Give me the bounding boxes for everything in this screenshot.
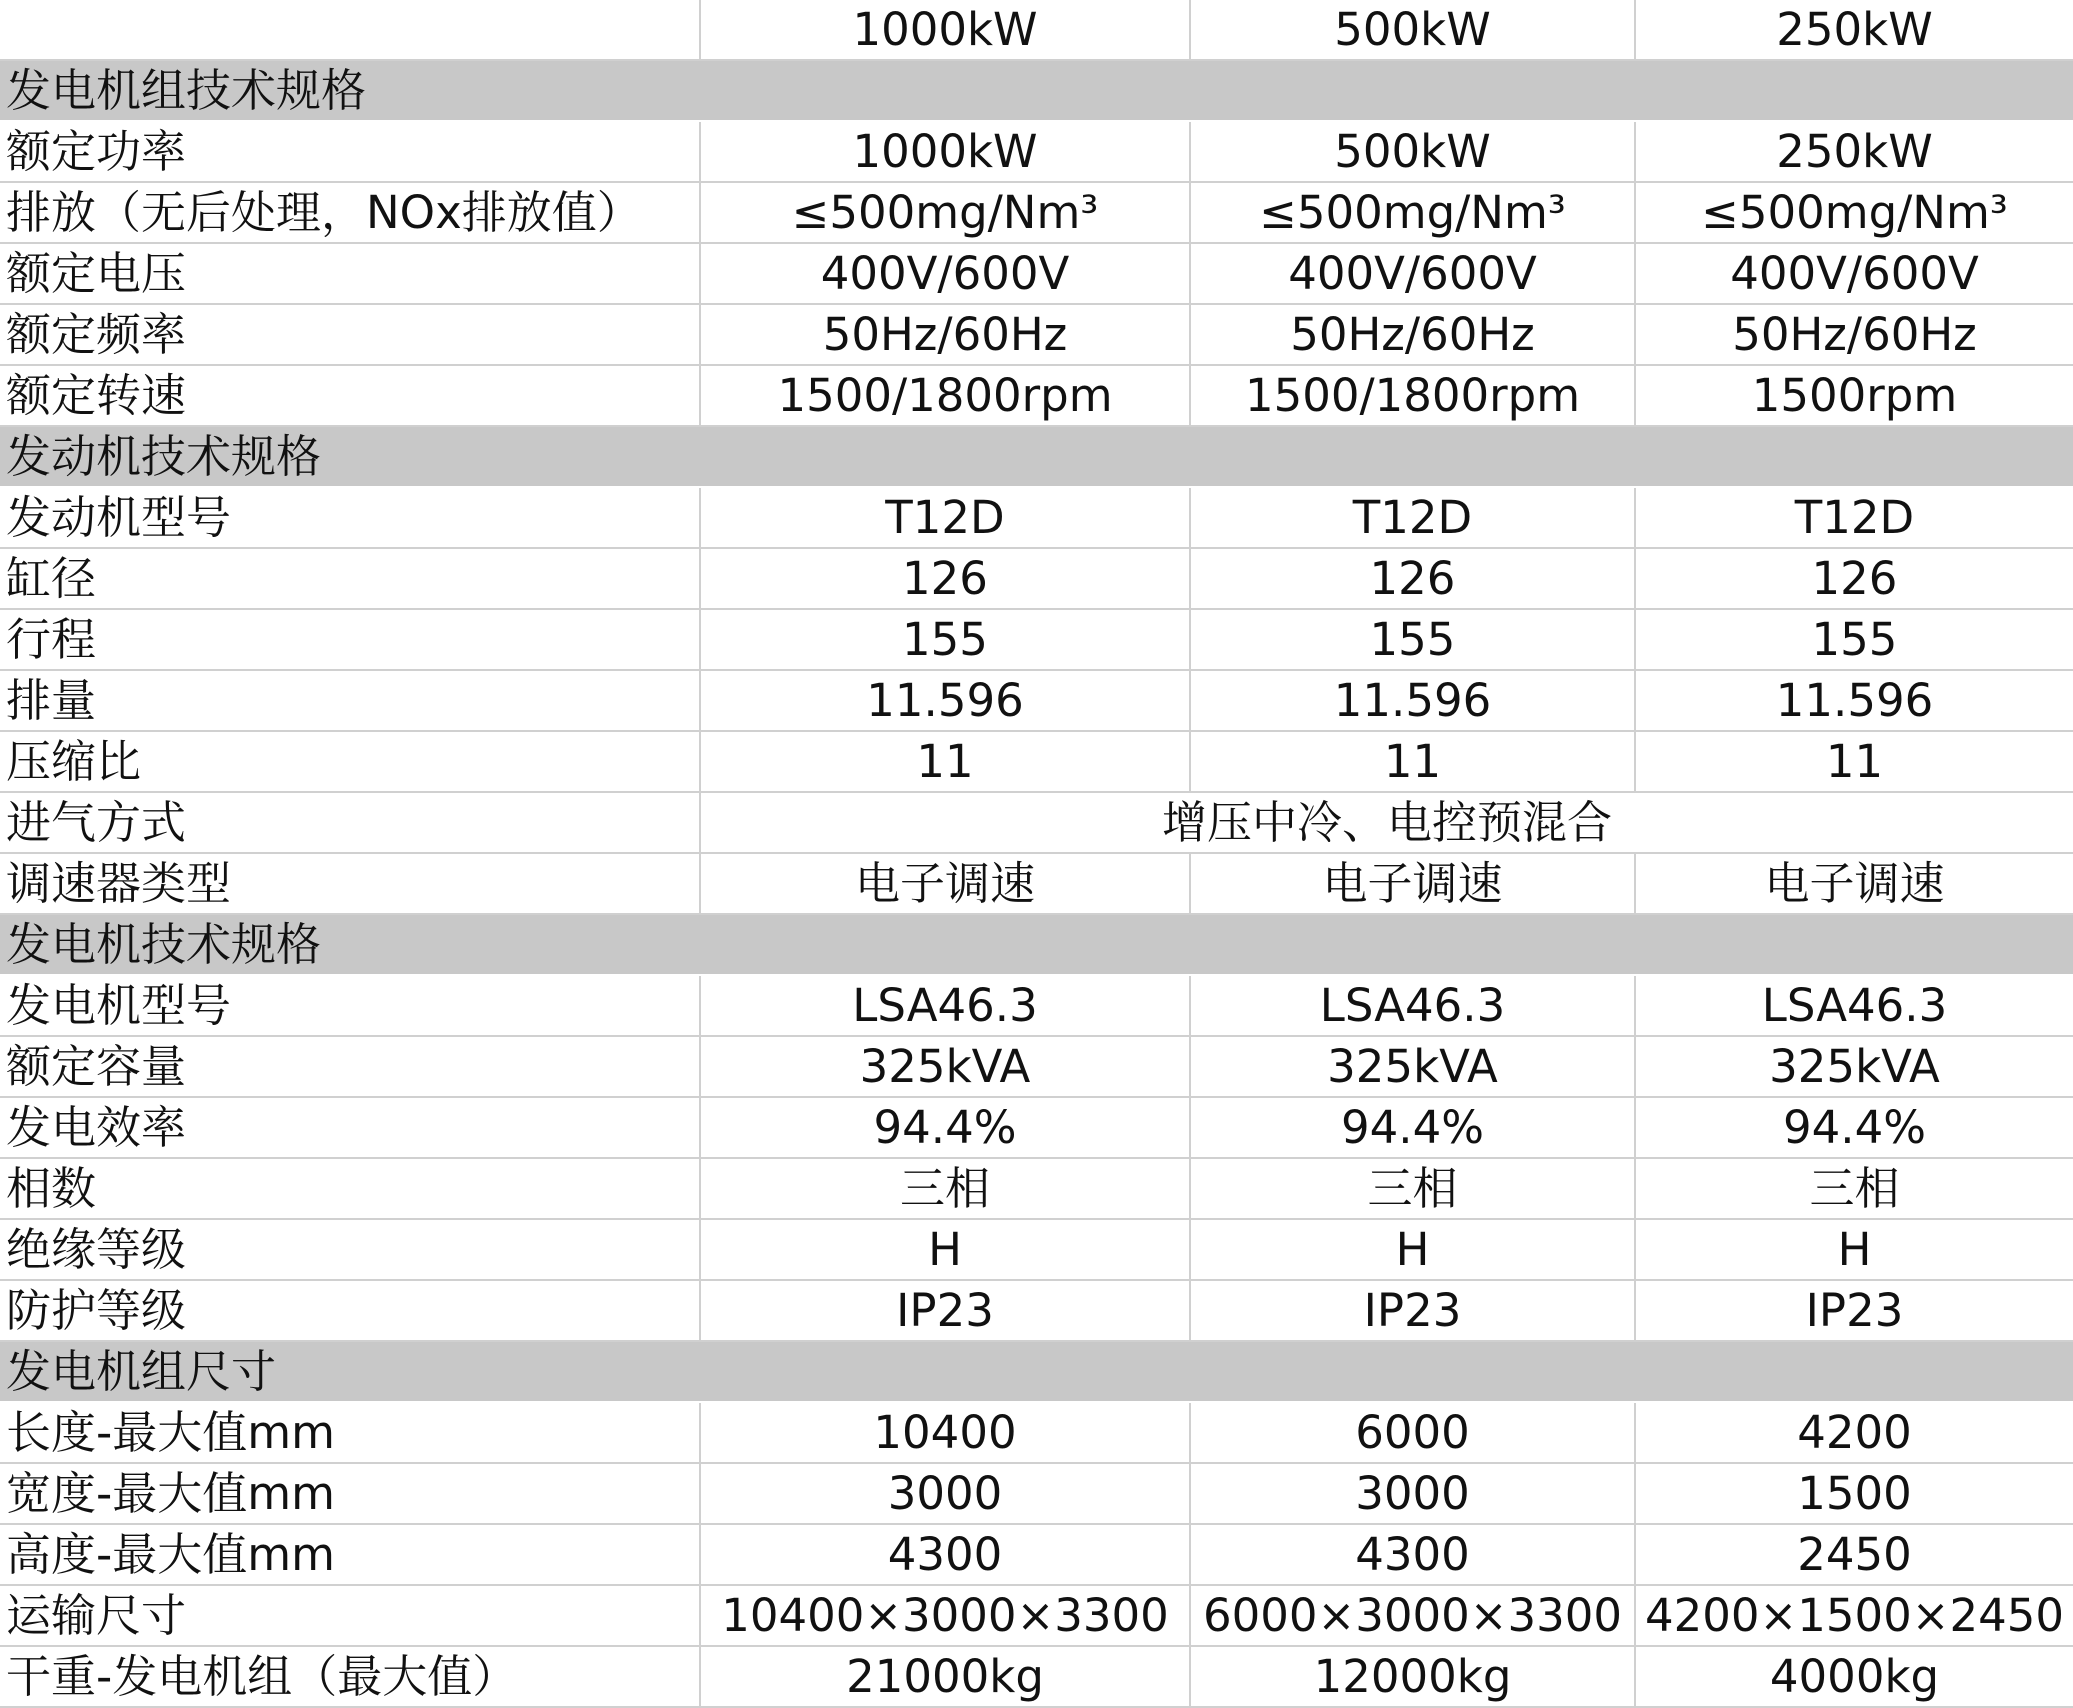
spec-label: 排量 [0, 670, 700, 731]
section-header-row [0, 1341, 2073, 1402]
spec-value: 6000 [1190, 1402, 1635, 1463]
spec-value: 94.4% [700, 1097, 1190, 1158]
spec-value: 50Hz/60Hz [700, 304, 1190, 365]
spec-value: 4200 [1635, 1402, 2073, 1463]
spec-label: 高度-最大值mm [0, 1524, 700, 1585]
spec-value: 126 [700, 548, 1190, 609]
spec-value: 4300 [1190, 1524, 1635, 1585]
spec-row [0, 365, 2073, 426]
spec-value: 11 [700, 731, 1190, 792]
spec-row [0, 1280, 2073, 1341]
spec-value: T12D [1635, 487, 2073, 548]
header-cell-250kw: 250kW [1635, 0, 2073, 60]
section-title: 发电机技术规格 [0, 914, 2073, 975]
spec-label: 发动机型号 [0, 487, 700, 548]
spec-value: ≤500mg/Nm³ [1635, 182, 2073, 243]
spec-value: 500kW [1190, 121, 1635, 182]
spec-row [0, 609, 2073, 670]
spec-row [0, 243, 2073, 304]
header-row [0, 0, 2073, 60]
spec-value: LSA46.3 [1190, 975, 1635, 1036]
spec-row [0, 670, 2073, 731]
section-title: 发电机组技术规格 [0, 60, 2073, 121]
spec-value: H [700, 1219, 1190, 1280]
spec-label: 额定容量 [0, 1036, 700, 1097]
spec-row [0, 182, 2073, 243]
spec-row [0, 548, 2073, 609]
spec-value: 三相 [1190, 1158, 1635, 1219]
spec-row [0, 121, 2073, 182]
spec-label: 发电效率 [0, 1097, 700, 1158]
section-title: 发电机组尺寸 [0, 1341, 2073, 1402]
spec-value: 1500/1800rpm [700, 365, 1190, 426]
spec-value: 三相 [700, 1158, 1190, 1219]
spec-row [0, 1036, 2073, 1097]
spec-row [0, 731, 2073, 792]
spec-label: 进气方式 [0, 792, 700, 853]
spec-row [0, 1158, 2073, 1219]
spec-label: 防护等级 [0, 1280, 700, 1341]
spec-value: IP23 [1635, 1280, 2073, 1341]
spec-row [0, 1402, 2073, 1463]
spec-label: 缸径 [0, 548, 700, 609]
spec-value: 126 [1635, 548, 2073, 609]
spec-value: ≤500mg/Nm³ [1190, 182, 1635, 243]
spec-row [0, 1219, 2073, 1280]
header-cell-500kw: 500kW [1190, 0, 1635, 60]
spec-value: 10400×3000×3300 [700, 1585, 1190, 1646]
header-cell-1000kw: 1000kW [700, 0, 1190, 60]
spec-value-merged: 增压中冷、电控预混合 [700, 792, 2073, 853]
spec-value: 1500rpm [1635, 365, 2073, 426]
spec-value: 4300 [700, 1524, 1190, 1585]
spec-value: 94.4% [1635, 1097, 2073, 1158]
spec-value: 电子调速 [1190, 853, 1635, 914]
spec-value: 126 [1190, 548, 1635, 609]
spec-value: ≤500mg/Nm³ [700, 182, 1190, 243]
spec-row [0, 1646, 2073, 1707]
spec-value: 11 [1190, 731, 1635, 792]
spec-value: 11 [1635, 731, 2073, 792]
spec-row [0, 1463, 2073, 1524]
spec-value: 1500/1800rpm [1190, 365, 1635, 426]
spec-row [0, 304, 2073, 365]
spec-value: 325kVA [1635, 1036, 2073, 1097]
spec-value: 6000×3000×3300 [1190, 1585, 1635, 1646]
spec-label: 长度-最大值mm [0, 1402, 700, 1463]
spec-value: 12000kg [1190, 1646, 1635, 1707]
spec-row [0, 853, 2073, 914]
spec-value: 325kVA [700, 1036, 1190, 1097]
spec-label: 额定转速 [0, 365, 700, 426]
section-header-row [0, 914, 2073, 975]
spec-value: 4000kg [1635, 1646, 2073, 1707]
spec-value: IP23 [700, 1280, 1190, 1341]
spec-value: 4200×1500×2450 [1635, 1585, 2073, 1646]
spec-value: 94.4% [1190, 1097, 1635, 1158]
spec-value: 21000kg [700, 1646, 1190, 1707]
spec-value: IP23 [1190, 1280, 1635, 1341]
spec-row [0, 1097, 2073, 1158]
spec-row [0, 792, 2073, 853]
spec-value: 2450 [1635, 1524, 2073, 1585]
spec-value: 1500 [1635, 1463, 2073, 1524]
spec-value: 400V/600V [1635, 243, 2073, 304]
spec-row [0, 1524, 2073, 1585]
spec-value: 电子调速 [1635, 853, 2073, 914]
spec-value: 11.596 [1190, 670, 1635, 731]
spec-label: 干重-发电机组（最大值） [0, 1646, 700, 1707]
spec-value: 155 [1190, 609, 1635, 670]
spec-value: LSA46.3 [1635, 975, 2073, 1036]
spec-value: 400V/600V [1190, 243, 1635, 304]
section-title: 发动机技术规格 [0, 426, 2073, 487]
spec-value: T12D [700, 487, 1190, 548]
spec-label: 发电机型号 [0, 975, 700, 1036]
spec-label: 行程 [0, 609, 700, 670]
spec-value: 50Hz/60Hz [1635, 304, 2073, 365]
spec-value: 325kVA [1190, 1036, 1635, 1097]
spec-value: 3000 [700, 1463, 1190, 1524]
spec-label: 排放（无后处理，NOx排放值） [0, 182, 700, 243]
spec-value: 11.596 [700, 670, 1190, 731]
spec-label: 宽度-最大值mm [0, 1463, 700, 1524]
spec-label: 额定频率 [0, 304, 700, 365]
section-header-row [0, 426, 2073, 487]
spec-label: 额定电压 [0, 243, 700, 304]
spec-label: 绝缘等级 [0, 1219, 700, 1280]
spec-label: 调速器类型 [0, 853, 700, 914]
spec-value: H [1635, 1219, 2073, 1280]
spec-value: 11.596 [1635, 670, 2073, 731]
spec-value: 155 [1635, 609, 2073, 670]
spec-value: 400V/600V [700, 243, 1190, 304]
spec-label: 压缩比 [0, 731, 700, 792]
spec-value: 10400 [700, 1402, 1190, 1463]
spec-label: 运输尺寸 [0, 1585, 700, 1646]
spec-label: 额定功率 [0, 121, 700, 182]
header-cell-corner [0, 0, 700, 60]
spec-value: H [1190, 1219, 1635, 1280]
spec-value: 155 [700, 609, 1190, 670]
spec-value: 电子调速 [700, 853, 1190, 914]
spec-value: 3000 [1190, 1463, 1635, 1524]
spec-value: 50Hz/60Hz [1190, 304, 1635, 365]
spec-row [0, 975, 2073, 1036]
spec-row [0, 487, 2073, 548]
spec-row [0, 1585, 2073, 1646]
spec-value: 1000kW [700, 121, 1190, 182]
spec-value: LSA46.3 [700, 975, 1190, 1036]
spec-value: 250kW [1635, 121, 2073, 182]
spec-value: T12D [1190, 487, 1635, 548]
section-header-row [0, 60, 2073, 121]
spec-value: 三相 [1635, 1158, 2073, 1219]
spec-label: 相数 [0, 1158, 700, 1219]
